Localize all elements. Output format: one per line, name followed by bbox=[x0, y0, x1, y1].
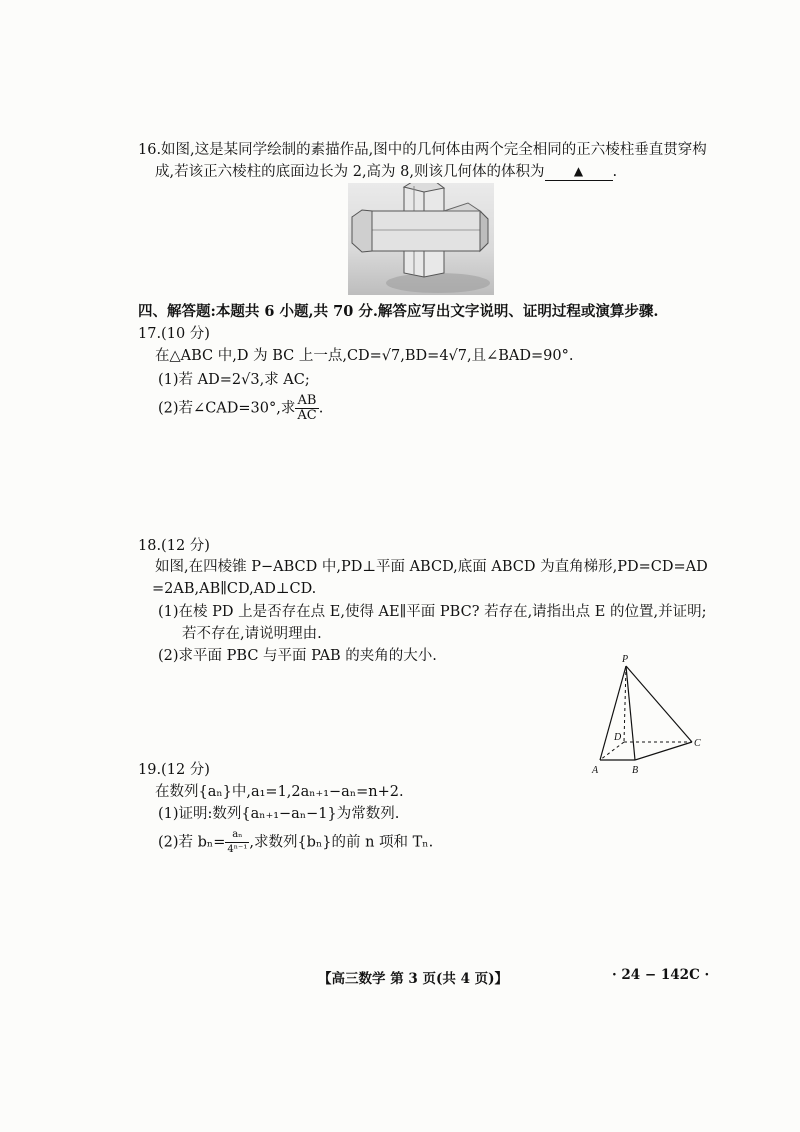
q16-line2-end: . bbox=[612, 164, 618, 180]
q17-part2-end: . bbox=[318, 400, 324, 417]
q17-stem: 在△ABC 中,D 为 BC 上一点,CD=√7,BD=4√7,且∠BAD=90°. bbox=[155, 348, 574, 364]
q19-part2-end: ,求数列{bₙ}的前 n 项和 Tₙ. bbox=[249, 834, 434, 851]
answer-blank bbox=[545, 164, 613, 181]
q17-part2-text: (2)若∠CAD=30°,求 bbox=[158, 400, 296, 417]
fraction-numerator: aₙ bbox=[225, 828, 249, 843]
prism-drawing bbox=[348, 183, 494, 295]
q18-part1-cont: 若不存在,请说明理由. bbox=[182, 626, 322, 642]
q19-part2 bbox=[158, 828, 433, 858]
q19-part1: (1)证明:数列{aₙ₊₁−aₙ−1}为常数列. bbox=[158, 806, 400, 822]
section-heading: 四、解答题:本题共 6 小题,共 70 分.解答应写出文字说明、证明过程或演算步骤. bbox=[138, 303, 659, 320]
label-B: B bbox=[632, 765, 639, 776]
q17-part1: (1)若 AD=2√3,求 AC; bbox=[158, 372, 310, 388]
fraction-bn bbox=[225, 828, 249, 857]
q18-head: 18.(12 分) bbox=[138, 538, 210, 554]
triangle-mark-icon: ▲ bbox=[573, 164, 584, 178]
q16-line2 bbox=[155, 162, 617, 182]
fraction-numerator: AB bbox=[295, 394, 318, 409]
q16-line1: 16.如图,这是某同学绘制的素描作品,图中的几何体由两个完全相同的正六棱柱垂直贯穿构 bbox=[138, 142, 707, 158]
label-P: P bbox=[622, 654, 629, 665]
q16-line2-text: 成,若该正六棱柱的底面边长为 2,高为 8,则该几何体的体积为 bbox=[155, 164, 545, 180]
exam-code: · 24 − 142C · bbox=[612, 967, 710, 983]
q19-part2-text: (2)若 bₙ= bbox=[158, 834, 226, 851]
q19-line1: 在数列{aₙ}中,a₁=1,2aₙ₊₁−aₙ=n+2. bbox=[155, 784, 404, 800]
label-A: A bbox=[592, 765, 599, 776]
page-footer: 【高三数学 第 3 页(共 4 页)】 bbox=[318, 971, 509, 987]
q18-line2: =2AB,AB∥CD,AD⊥CD. bbox=[152, 581, 317, 597]
fraction-denominator: AC bbox=[297, 408, 317, 423]
q17-head: 17.(10 分) bbox=[138, 326, 210, 342]
q18-part1: (1)在棱 PD 上是否存在点 E,使得 AE∥平面 PBC? 若存在,请指出点 E 的位置,并证明; bbox=[158, 604, 707, 620]
label-C: C bbox=[694, 738, 701, 749]
hexagonal-prism-sketch bbox=[348, 183, 494, 295]
q18-part2: (2)求平面 PBC 与平面 PAB 的夹角的大小. bbox=[158, 648, 437, 664]
q18-line1: 如图,在四棱锥 P−ABCD 中,PD⊥平面 ABCD,底面 ABCD 为直角梯形,PD=CD=AD bbox=[155, 559, 708, 575]
label-D: D bbox=[614, 732, 622, 743]
fraction-ab-ac bbox=[295, 394, 318, 423]
fraction-denominator: 4ⁿ⁻¹ bbox=[227, 844, 248, 855]
pyramid-figure bbox=[580, 652, 705, 780]
q19-head: 19.(12 分) bbox=[138, 762, 210, 778]
q17-part2 bbox=[158, 394, 323, 428]
